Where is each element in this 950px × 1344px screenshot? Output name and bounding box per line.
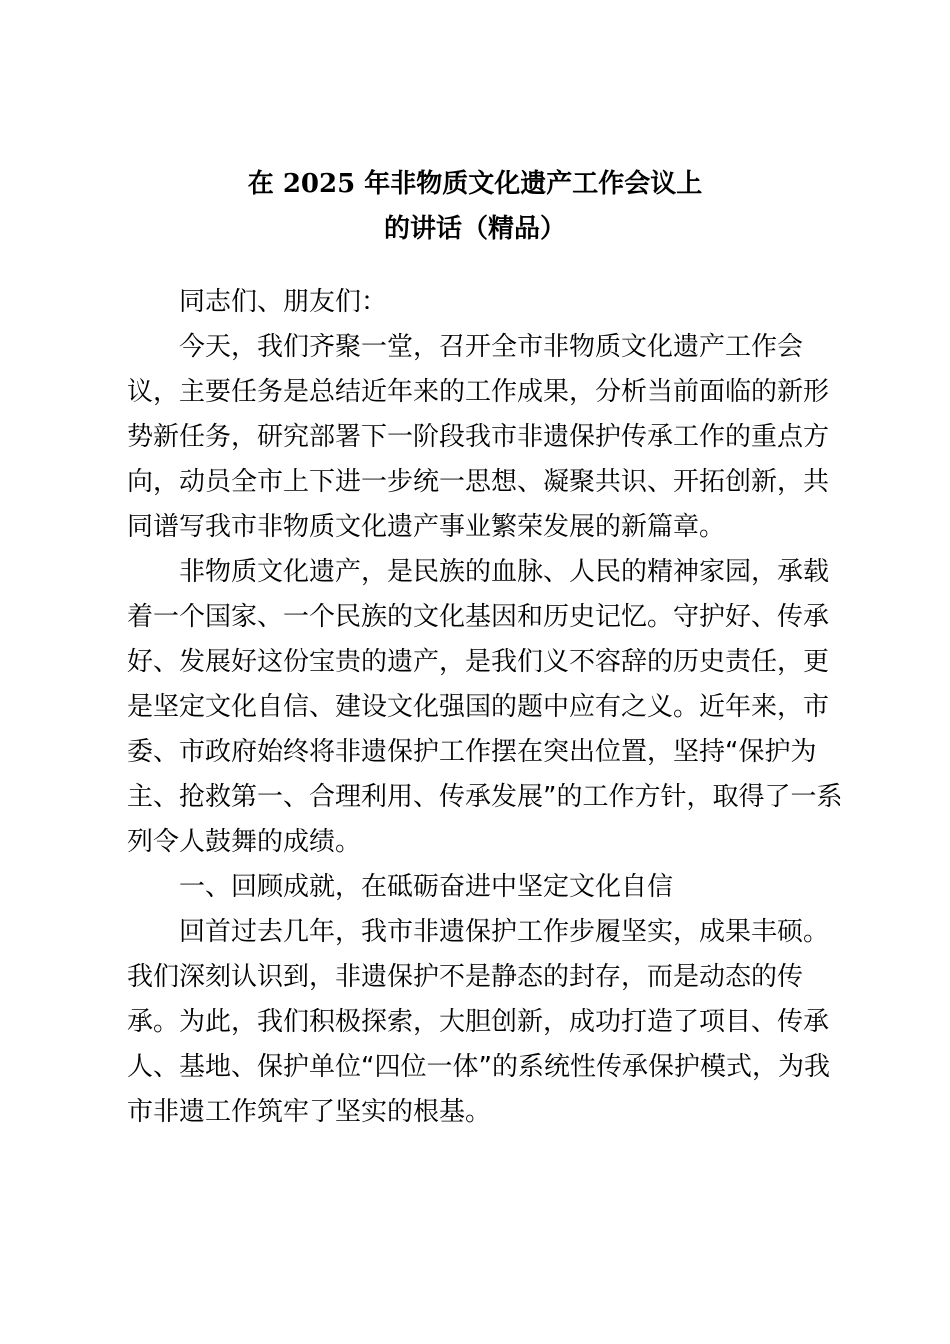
paragraph-line: 承。为此，我们积极探索，大胆创新，成功打造了项目、传承: [127, 1007, 830, 1037]
paragraph-line: 人、基地、保护单位“四位一体”的系统性传承保护模式，为我: [127, 1052, 830, 1082]
paragraph-line: 委、市政府始终将非遗保护工作摆在突出位置，坚持“保护为: [127, 737, 817, 767]
title-line-2: 的讲话（精品）: [383, 214, 566, 244]
paragraph-line: 向，动员全市上下进一步统一思想、凝聚共识、开拓创新，共: [127, 467, 830, 497]
paragraph-line: 好、发展好这份宝贵的遗产，是我们义不容辞的历史责任，更: [127, 647, 830, 677]
paragraph-achievements: [127, 910, 832, 1135]
paragraph-line: 着一个国家、一个民族的文化基因和历史记忆。守护好、传承: [127, 602, 830, 632]
salutation: 同志们、朋友们：: [179, 287, 388, 317]
paragraph-line: 主、抢救第一、合理利用、传承发展”的工作方针，取得了一系: [127, 782, 843, 812]
paragraph-line: 议，主要任务是总结近年来的工作成果，分析当前面临的新形: [127, 377, 830, 407]
document-title: [120, 162, 830, 252]
paragraph-line: 今天，我们齐聚一堂，召开全市非物质文化遗产工作会: [179, 332, 804, 362]
paragraph-line: 回首过去几年，我市非遗保护工作步履坚实，成果丰硕。: [179, 917, 830, 947]
paragraph-line: 列令人鼓舞的成绩。: [127, 827, 362, 857]
paragraph-line: 是坚定文化自信、建设文化强国的题中应有之义。近年来，市: [127, 692, 830, 722]
paragraph-line: 非物质文化遗产，是民族的血脉、人民的精神家园，承载: [179, 557, 830, 587]
paragraph-line: 我们深刻认识到，非遗保护不是静态的封存，而是动态的传: [127, 962, 804, 992]
paragraph-line: 同谱写我市非物质文化遗产事业繁荣发展的新篇章。: [127, 512, 726, 542]
paragraph-intro: [127, 325, 832, 550]
title-line-1: 在 2025 年非物质文化遗产工作会议上: [247, 169, 703, 199]
document-body: [127, 280, 843, 1135]
paragraph-line: 市非遗工作筑牢了坚实的根基。: [127, 1097, 492, 1127]
paragraph-heritage: [127, 550, 843, 865]
section-heading: 一、回顾成就，在砥砺奋进中坚定文化自信: [179, 872, 674, 902]
paragraph-line: 势新任务，研究部署下一阶段我市非遗保护传承工作的重点方: [127, 422, 830, 452]
